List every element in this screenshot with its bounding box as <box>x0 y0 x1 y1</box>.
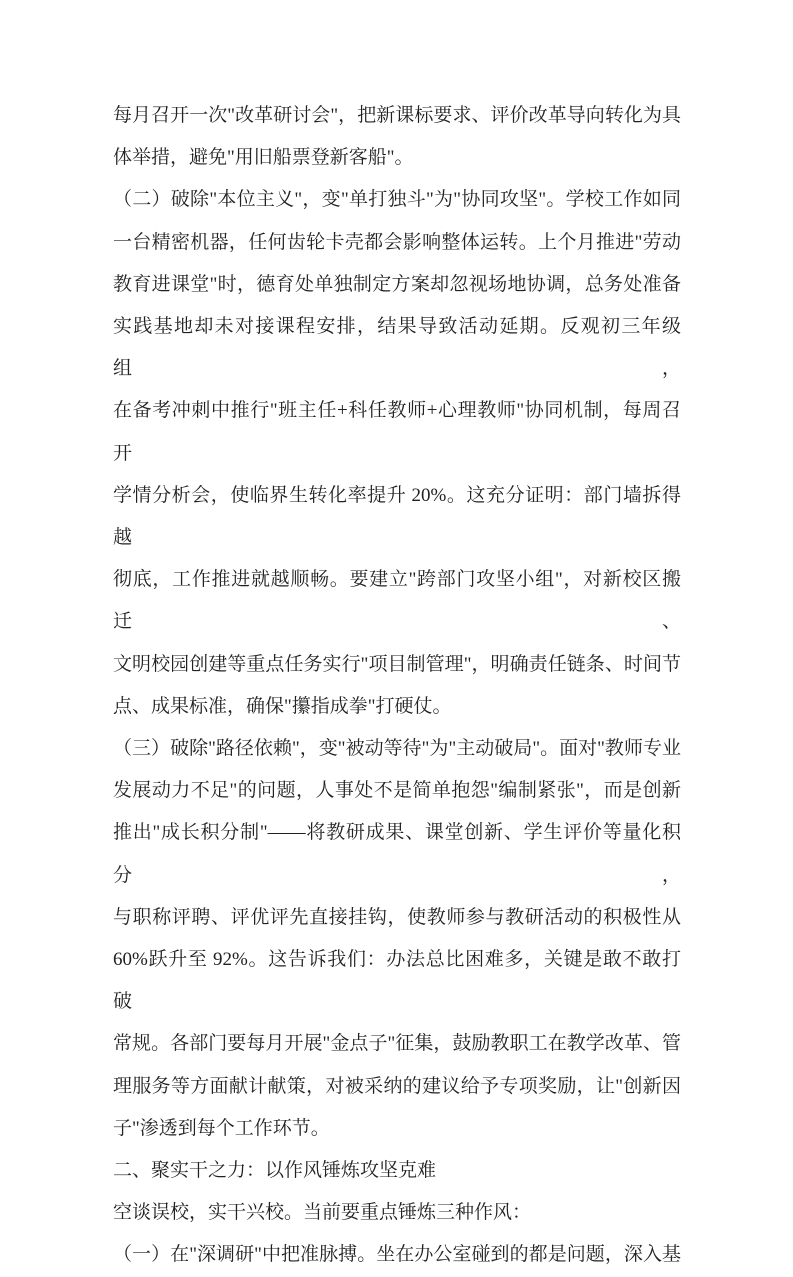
text-line: 理服务等方面献计献策，对被采纳的建议给予专项奖励，让"创新因 <box>113 1075 681 1097</box>
text-line: 彻底，工作推进就越顺畅。要建立"跨部门攻坚小组"，对新校区搬迁、 <box>113 569 681 633</box>
paragraph-item-3 <box>113 728 681 1150</box>
paragraph-item-2 <box>113 179 681 728</box>
text-line: （一）在"深调研"中把准脉搏。坐在办公室碰到的都是问题，深入基 <box>113 1244 681 1266</box>
text-line: 学情分析会，使临界生转化率提升 20%。这充分证明：部门墙拆得越 <box>113 484 681 549</box>
text-line: 实践基地却未对接课程安排，结果导致活动延期。反观初三年级组， <box>113 316 681 380</box>
text-line: 点、成果标准，确保"攥指成拳"打硬仗。 <box>113 695 452 717</box>
text-line: （三）破除"路径依赖"，变"被动等待"为"主动破局"。面对"教师专业 <box>113 738 681 760</box>
text-line: 空谈误校，实干兴校。当前要重点锤炼三种作风： <box>113 1202 532 1224</box>
text-line: 发展动力不足"的问题，人事处不是简单抱怨"编制紧张"，而是创新 <box>113 780 681 802</box>
text-line: 与职称评聘、评优评先直接挂钩，使教师参与教研活动的积极性从 <box>113 906 681 928</box>
paragraph-intro <box>113 1192 681 1234</box>
paragraph-item-1-cutoff <box>113 1234 681 1276</box>
heading-line: 二、聚实干之力：以作风锤炼攻坚克难 <box>113 1160 437 1182</box>
text-line: 每月召开一次"改革研讨会"，把新课标要求、评价改革导向转化为具 <box>113 105 681 126</box>
text-line: 体举措，避免"用旧船票登新客船"。 <box>113 147 414 169</box>
text-line: 推出"成长积分制"——将教研成果、课堂创新、学生评价等量化积分， <box>113 822 681 886</box>
document-page <box>113 95 681 1277</box>
text-line: （二）破除"本位主义"，变"单打独斗"为"协同攻坚"。学校工作如同 <box>113 189 681 211</box>
text-line: 60%跃升至 92%。这告诉我们：办法总比困难多，关键是敢不敢打破 <box>113 949 681 1013</box>
paragraph-continuation <box>113 95 681 179</box>
text-line: 文明校园创建等重点任务实行"项目制管理"，明确责任链条、时间节 <box>113 653 681 675</box>
text-line: 在备考冲刺中推行"班主任+科任教师+心理教师"协同机制，每周召开 <box>113 400 681 464</box>
text-line: 子"渗透到每个工作环节。 <box>113 1117 330 1139</box>
text-line: 一台精密机器，任何齿轮卡壳都会影响整体运转。上个月推进"劳动 <box>113 231 681 253</box>
text-line: 教育进课堂"时，德育处单独制定方案却忽视场地协调，总务处准备 <box>113 273 681 295</box>
section-heading <box>113 1150 681 1192</box>
text-line: 常规。各部门要每月开展"金点子"征集，鼓励教职工在教学改革、管 <box>113 1033 681 1055</box>
